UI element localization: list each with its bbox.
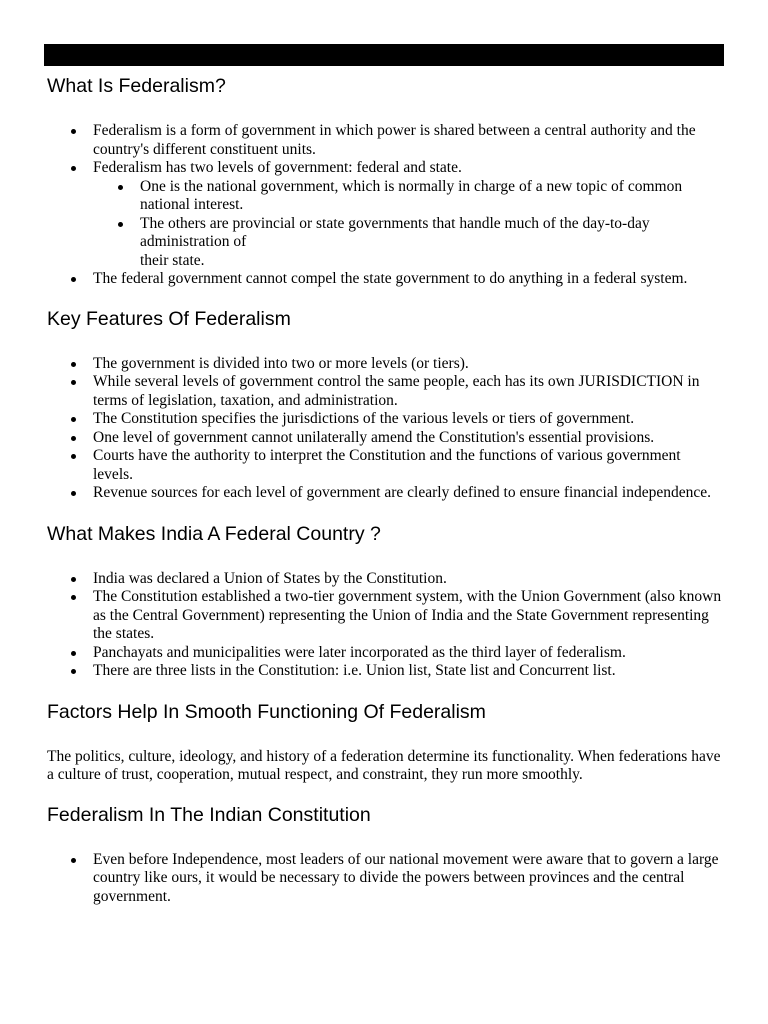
sub-list-item-text-continued: their state.	[140, 251, 205, 269]
bullet-list	[47, 355, 723, 503]
section-heading: Factors Help In Smooth Functioning Of Federalism	[47, 700, 486, 723]
list-item: India was declared a Union of States by the Constitution.	[93, 570, 723, 589]
sub-list-item: One is the national government, which is normally in charge of a new topic of common national interest.	[140, 178, 723, 215]
list-item: The Constitution established a two-tier government system, with the Union Government (also known as the Central Government) representing the Union of India and the State Government representing the states.	[93, 588, 722, 642]
list-item: While several levels of government control the same people, each has its own JURISDICTION in terms of legislation, taxation, and administration.	[93, 373, 723, 410]
list-item: There are three lists in the Constitution: i.e. Union list, State list and Concurrent list.	[93, 662, 723, 681]
section-key-features	[47, 307, 723, 503]
list-item: The federal government cannot compel the state government to do anything in a federal system.	[93, 270, 723, 289]
sub-bullet-list	[93, 178, 723, 271]
list-item: The government is divided into two or more levels (or tiers).	[93, 355, 723, 374]
bullet-list	[47, 122, 723, 289]
header-bar	[44, 44, 724, 66]
list-item: The Constitution specifies the jurisdictions of the various levels or tiers of government.	[93, 410, 723, 429]
list-item: Even before Independence, most leaders of our national movement were aware that to govern a large country like ours, it would be necessary to divide the powers between provinces and the central government.	[93, 851, 723, 907]
body-paragraph: The politics, culture, ideology, and history of a federation determine its functionality. When federations have a culture of trust, cooperation, mutual respect, and constraint, they run more smoothly.	[47, 747, 721, 783]
list-item: Revenue sources for each level of government are clearly defined to ensure financial independence.	[93, 484, 723, 503]
section-heading: Key Features Of Federalism	[47, 307, 291, 330]
section-indian-constitution	[47, 803, 723, 907]
section-heading: What Is Federalism?	[47, 75, 226, 97]
list-item: One level of government cannot unilaterally amend the Constitution's essential provisions.	[93, 429, 723, 448]
section-smooth-functioning	[47, 700, 723, 785]
section-heading: Federalism In The Indian Constitution	[47, 803, 371, 826]
sub-list-item	[140, 215, 723, 271]
section-india-federal-country	[47, 522, 723, 681]
list-item: Federalism is a form of government in which power is shared between a central authority and the country's different constituent units.	[93, 122, 723, 159]
list-item: Courts have the authority to interpret the Constitution and the functions of various government levels.	[93, 447, 723, 484]
list-item: Panchayats and municipalities were later incorporated as the third layer of federalism.	[93, 644, 723, 663]
section-what-is-federalism	[47, 74, 723, 289]
list-item-text: Federalism has two levels of government: federal and state.	[93, 159, 462, 176]
bullet-list	[47, 851, 723, 907]
section-heading: What Makes India A Federal Country ?	[47, 522, 381, 545]
list-item	[93, 159, 723, 270]
bullet-list	[47, 570, 723, 681]
sub-list-item-text: The others are provincial or state governments that handle much of the day-to-day administration of	[140, 214, 650, 250]
document-content	[47, 74, 723, 928]
